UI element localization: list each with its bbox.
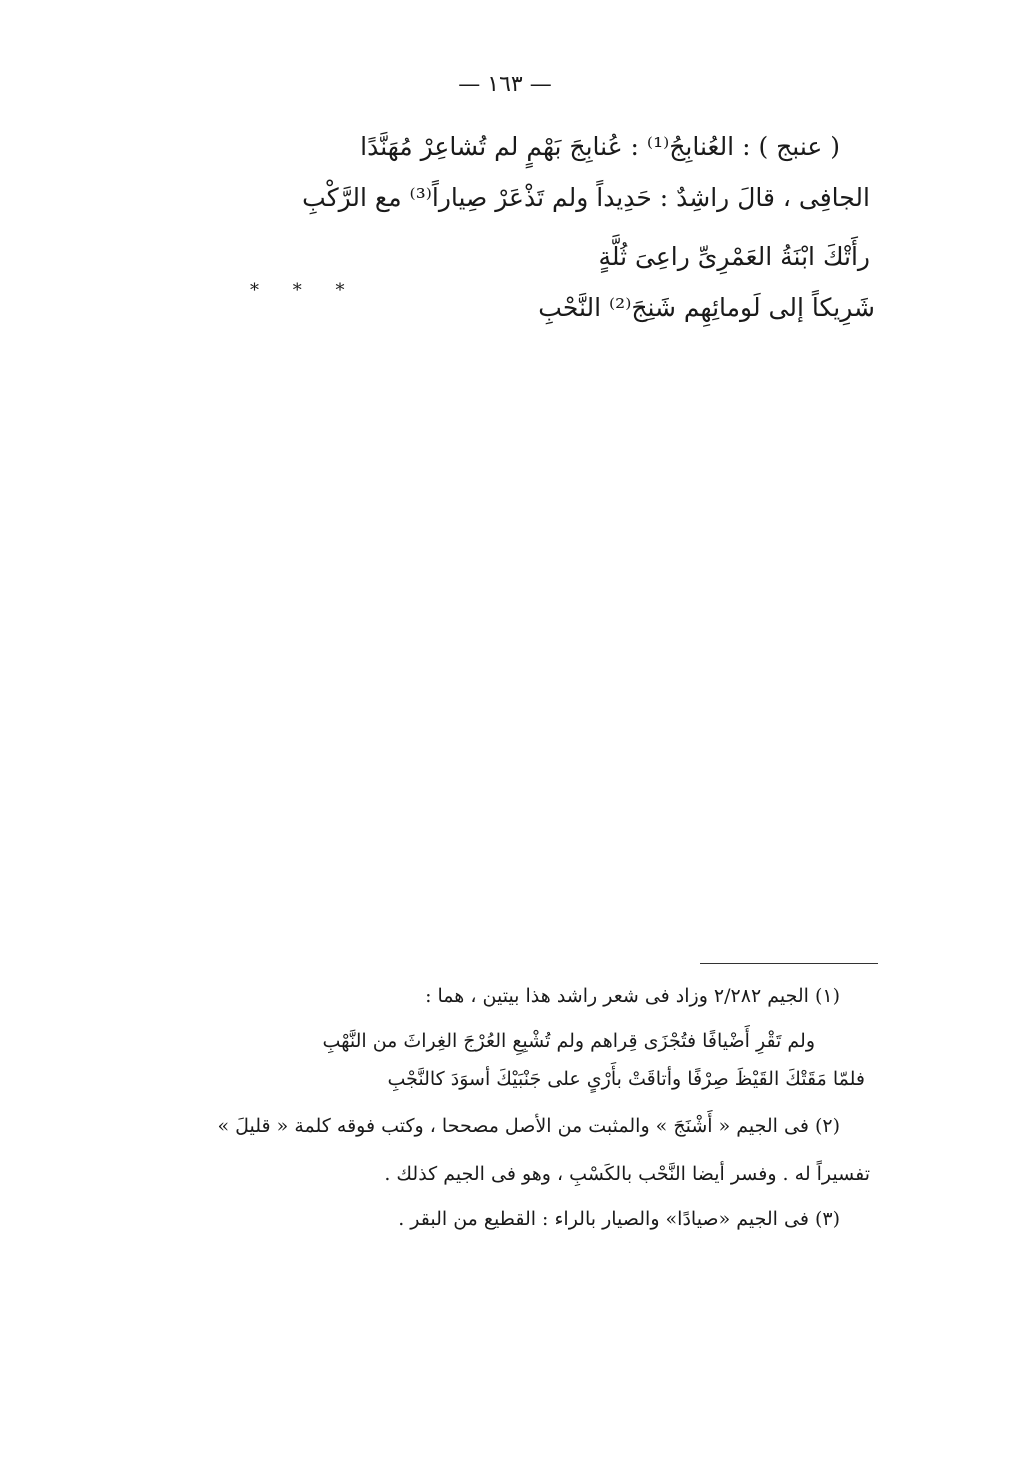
footnote-divider	[700, 963, 878, 964]
entry-quotation-line: الجافِى ، قالَ راشِدٌ : حَدِيداً ولم تَذْعَرْ صِياراً⁽³⁾ مع الرَّكْبِ	[302, 183, 870, 212]
footnote-2: (٢) فى الجيم « أَشْنَجَ » والمثبت من الأصل مصححا ، وكتب فوقه كلمة « قليلَ »	[217, 1115, 840, 1137]
section-separator: * * *	[250, 280, 359, 301]
verse-line-2: شَرِيكاً إلى لَومائِهِم شَنِجَ⁽²⁾ النَّحْبِ	[538, 293, 875, 322]
entry-headword-line: ( عنبج ) : العُنابِجُ⁽¹⁾ : عُنابِجَ بَهْمٍ لم تُشاعِرْ مُهَنَّدًا	[360, 132, 840, 161]
page-number: — ١٦٣ —	[458, 72, 552, 97]
footnote-1-verse-1: ولم تَقْرِ أَضْيافًا فتُجْزَى قِراهم ولم تُشْبِعِ العُرْجَ الغِراثَ من النَّهْبِ	[322, 1030, 815, 1052]
footnote-3: (٣) فى الجيم «صيادًا» والصيار بالراء : القطيع من البقر .	[398, 1208, 840, 1230]
footnote-1: (١) الجيم ٢/٢٨٢ وزاد فى شعر راشد هذا بيتين ، هما :	[425, 985, 840, 1007]
verse-line-1: رأَتْكَ ابْنَةُ العَمْرِىِّ راعِىَ ثُلَّةٍ	[598, 242, 870, 271]
footnote-2-continuation: تفسيراً له . وفسر أيضا النَّحْب بالكَسْبِ ، وهو فى الجيم كذلك .	[384, 1163, 870, 1185]
footnote-1-verse-2: فلمّا مَقَتْكَ القَيْظَ صِرْفًا وأتاقَتْ بأَرْىٍ على جَنْبَيْكَ أسوَدَ كالنَّجْبِ	[387, 1068, 865, 1090]
